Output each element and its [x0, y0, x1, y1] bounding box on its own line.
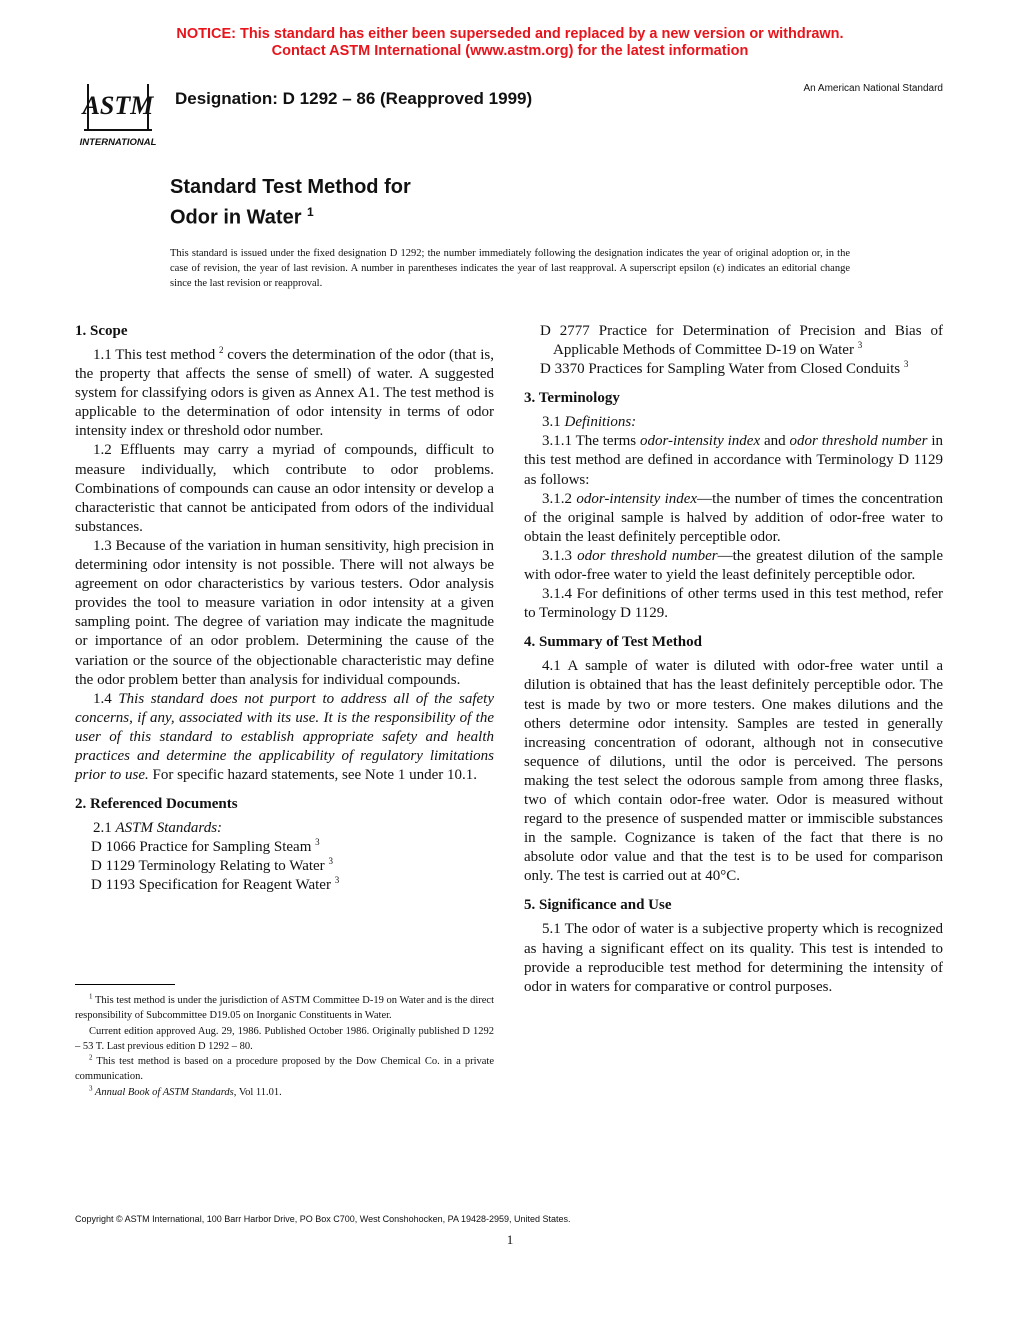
- significance-paragraph: 5.1 The odor of water is a subjective property which is recognized as having a significant effect on its quality. This test is intended to provide a reproducible test method for determining the intensity of odor in waters for comparative or control purposes.: [524, 921, 943, 995]
- section-heading-significance: 5. Significance and Use: [524, 897, 672, 914]
- reference-item: D 2777 Practice for Determination of Precision and Bias of Applicable Methods of Committee D-19 on Water $^3$: [540, 323, 943, 359]
- notice-banner: [0, 26, 1020, 60]
- page-number: 1: [506, 1232, 514, 1247]
- copyright-line: Copyright © ASTM International, 100 Barr Harbor Drive, PO Box C700, West Conshohocken, PA 19428-2959, United States.: [75, 1214, 571, 1224]
- terminology-paragraph: 3.1 Definitions:: [542, 414, 637, 431]
- reference-item: D 1066 Practice for Sampling Steam $^3$: [91, 837, 320, 856]
- astm-logo-icon: [74, 74, 162, 150]
- terminology-paragraph: 3.1.1 The terms odor-intensity index and odor threshold number in this test method are defined in accordance with Terminology D 1129 as follows:: [524, 433, 944, 488]
- section-heading-summary: 4. Summary of Test Method: [524, 634, 702, 651]
- reference-item: D 1129 Terminology Relating to Water $^3$: [91, 856, 333, 875]
- footnotes: [75, 993, 494, 1100]
- title-footnote-mark: 1: [307, 205, 314, 219]
- footnote-3: $^3$ Annual Book of ASTM Standards, Vol 11.01.: [89, 1084, 282, 1098]
- logo-text: ASTM: [82, 91, 154, 120]
- scope-paragraph: 1.1 This test method $^2$ covers the determination of the odor (that is, the property that affects the sense of smell) of water. A suggested system for classifying odors is given as Annex A1. The test method is applicable to the determination of odor intensity in terms of odor intensity index or threshold odor number.: [75, 345, 494, 440]
- refdocs-subheading: 2.1 ASTM Standards:: [93, 820, 223, 837]
- footnote-2: $^2$ This test method is based on a procedure proposed by the Dow Chemical Co. in a private communication.: [75, 1053, 494, 1083]
- terminology-paragraph: 3.1.4 For definitions of other terms used in this test method, refer to Terminology D 1129.: [524, 586, 943, 622]
- section-heading-referenced-documents: 2. Referenced Documents: [75, 796, 238, 813]
- section-heading-scope: 1. Scope: [75, 323, 128, 339]
- reference-item: D 3370 Practices for Sampling Water from Closed Conduits $^3$: [540, 359, 909, 378]
- footnote-1: $^1$ This test method is under the jurisdiction of ASTM Committee D-19 on Water and is the direct responsibility of Subcommittee D19.05 on Inorganic Constituents in Water.: [75, 992, 494, 1022]
- reference-item: D 1193 Specification for Reagent Water $^3$: [91, 875, 340, 894]
- designation: Designation: D 1292 – 86 (Reapproved 1999): [175, 89, 533, 108]
- logo-subtext: INTERNATIONAL: [79, 137, 157, 148]
- summary-paragraph: 4.1 A sample of water is diluted with odor-free water until a dilution is obtained that has the least definitely perceptible odor. The test is made by two or more testers. One makes dilutions and the others determine odor intensity. Samples are tested in generally increasing concentration of odorant, although not in consecutive sequence of dilutions, until the odor is perceived. The persons making the test select the odorous sample from among three flasks, two of which contain odor-free water. Odor is measured without regard to the presence of suspended matter or immiscible substances in the sample. Cognizance is taken of the fact that there is no absolute odor value and that the test is to be used for comparison only. The test is carried out at 40°C.: [524, 658, 943, 885]
- left-column: [75, 322, 494, 896]
- title-line-2: Odor in Water: [170, 206, 302, 229]
- notice-line-2: Contact ASTM International (www.astm.org) for the latest information: [271, 43, 749, 59]
- terminology-paragraph: 3.1.3 odor threshold number—the greatest dilution of the sample with odor-free water to yield the least definitely perceptible odor.: [524, 547, 944, 584]
- issued-note: This standard is issued under the fixed designation D 1292; the number immediately following the designation indicates the year of original adoption or, in the case of revision, the year of last revision. A number in parentheses indicates the year of last reapproval. A superscript epsilon (ϵ) indicates an editorial change since the last revision or reapproval.: [170, 248, 850, 289]
- american-national-standard-label: An American National Standard: [803, 83, 943, 94]
- scope-paragraph: 1.2 Effluents may carry a myriad of compounds, difficult to measure individually, which contribute to odor problems. Combinations of compounds can cause an odor intensity or develop a characteristic that cannot be anticipated from odors of the individual substances.: [75, 442, 494, 535]
- title-line-1: Standard Test Method for: [170, 176, 411, 198]
- page-title: [170, 175, 411, 231]
- terminology-paragraph: 3.1.2 odor-intensity index—the number of times the concentration of the original sample is halved by addition of odor-free water to obtain the least definitely perceptible odor.: [524, 490, 944, 545]
- scope-paragraph: 1.4 This standard does not purport to address all of the safety concerns, if any, associated with its use. It is the responsibility of the user of this standard to establish appropriate safety and health practices and determine the applicability of regulatory limitations prior to use. For specific hazard statements, see Note 1 under 10.1.: [75, 690, 495, 784]
- footnote-divider: [75, 984, 175, 985]
- right-column: [524, 322, 943, 997]
- scope-paragraph: 1.3 Because of the variation in human sensitivity, high precision in determining odor intensity is not possible. There will not always be agreement on odor characteristics by various testers. Odor analysis provides the tool to measure variation in odor intensity at a given sampling point. The degree of variation may indicate the magnitude or importance of an odor problem. Determining the cause of the variation or the source of the objectionable characteristic may define the odor problem better than analysis for individual compounds.: [75, 537, 494, 688]
- notice-line-1: NOTICE: This standard has either been superseded and replaced by a new version or withdrawn.: [176, 26, 844, 42]
- footnote-1-edition: Current edition approved Aug. 29, 1986. Published October 1986. Originally published D 1292 – 53 T. Last previous edition D 1292 – 80.: [75, 1025, 494, 1052]
- section-heading-terminology: 3. Terminology: [524, 390, 620, 407]
